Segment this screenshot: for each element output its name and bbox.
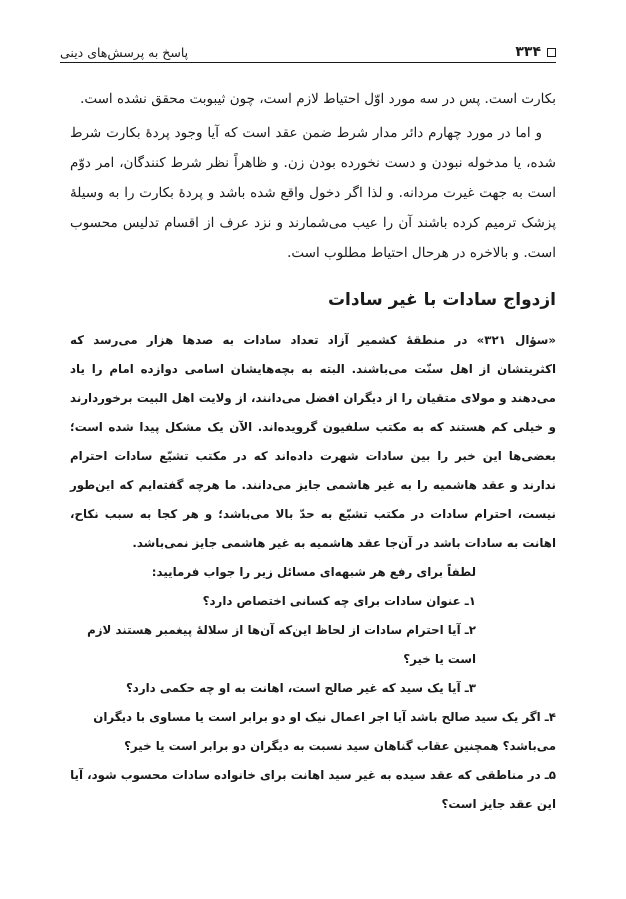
question-list (70, 587, 556, 819)
paragraph-1: بکارت است. پس در سه مورد اوّل احتیاط لازم است، چون ثیبوبت محقق نشده است. (80, 91, 556, 107)
question-item-3: ۳ـ آیا یک سید که غیر صالح است، اهانت به او چه حکمی دارد؟ (125, 681, 476, 695)
question-item-4: ۴ـ اگر یک سید صالح باشد آیا اجر اعمال نیک او دو برابر است یا مساوی با دیگران می‌باشد؟ همچنین عقاب گناهان سید نسبت به دیگران دو برابر است یا خیر؟ (93, 710, 556, 753)
question-item-2: ۲ـ آیا احترام سادات از لحاظ این‌که آن‌ها از سلالهٔ پیغمبر هستند لازم است یا خیر؟ (87, 623, 476, 666)
question-lead: لطفاً برای رفع هر شبهه‌ای مسائل زیر را جواب فرمایید: (151, 565, 476, 579)
page-number (515, 44, 556, 60)
question-item-1: ۱ـ عنوان سادات برای چه کسانی اختصاص دارد؟ (202, 594, 476, 608)
square-bullet-icon (547, 48, 556, 57)
section-heading: ازدواج سادات با غیر سادات (327, 290, 556, 310)
book-title: پاسخ به پرسش‌های دینی (60, 45, 189, 60)
running-header (60, 36, 556, 60)
page-content (70, 84, 556, 819)
paragraph-2: و اما در مورد چهارم دائر مدار شرط ضمن عقد است که آیا وجود پردهٔ بکارت شرط شده، یا مدخوله نبودن و دست نخورده بودن زن. و ظاهراً نظر شرط کنندگان، امر دوّم است به جهت غیرت مردانه. و لذا اگر دخول واقع شده باشد و پردهٔ بکارت را به وسیلهٔ پزشک ترمیم کرده باشند آن را عیب می‌شمارند و نزد عرف از اقسام تدلیس محسوب است. و بالاخره در هرحال احتیاط مطلوب است. (70, 125, 556, 261)
page-number-text: ۳۳۴ (515, 44, 541, 60)
header-divider (60, 62, 556, 63)
question-item-5: ۵ـ در مناطقی که عقد سیده به غیر سید اهانت برای خانواده سادات محسوب شود، آیا این عقد جایز است؟ (70, 768, 556, 811)
question-intro: «سؤال ۳۲۱» در منطقهٔ کشمیر آزاد تعداد سادات به صدها هزار می‌رسد که اکثریتشان از اهل سنّت می‌باشند. البته به بچه‌هایشان اسامی دوازده امام را یاد می‌دهند و مولای متقیان را از دیگران افضل می‌دانند، از ولایت اهل البیت برخوردارند و خیلی کم هستند که به مکتب سلفیون گرویده‌اند. الآن یک مشکل پیدا شده است؛ بعضی‌ها این خبر را بین سادات شهرت داده‌اند که در مکتب تشیّع سادات احترام ندارند و عقد هاشمیه را به غیر هاشمی جایز می‌دانند. ما هرچه گفته‌ایم که این‌طور نیست، احترام سادات در مکتب تشیّع به حدّ بالا می‌باشد؛ و هر کجا به سبب نکاح، اهانت به سادات باشد در آن‌جا عقد هاشمیه به غیر هاشمی جایز نمی‌باشد. (70, 333, 556, 550)
